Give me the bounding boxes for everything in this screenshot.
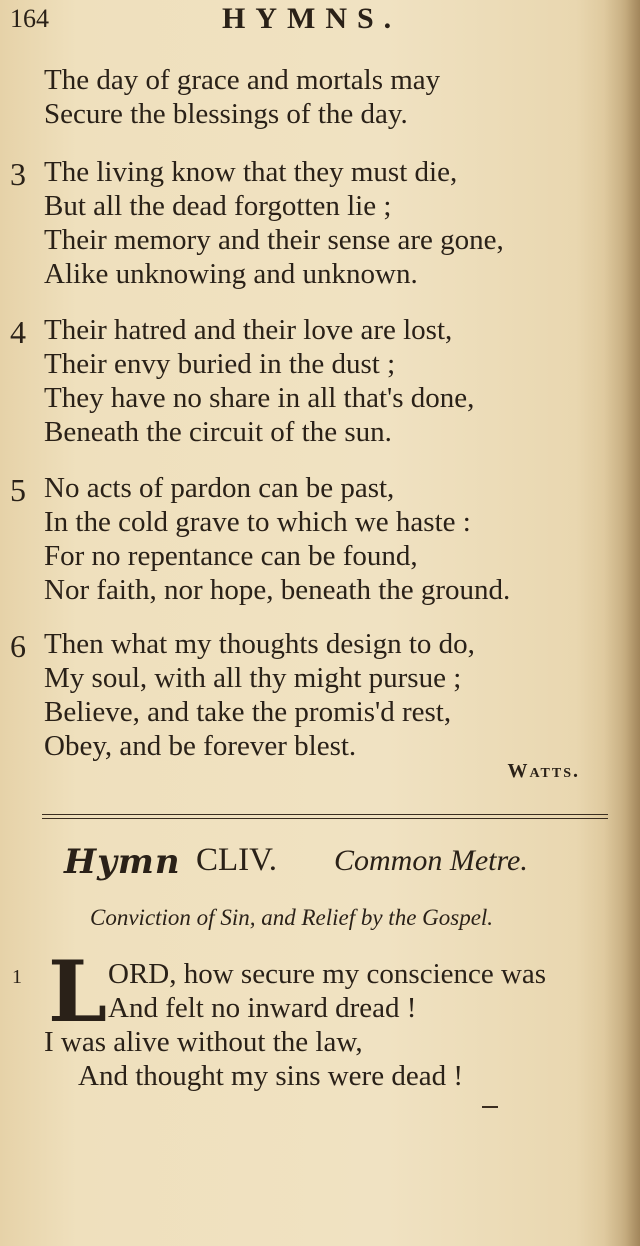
hymn-label: Hymn — [64, 842, 181, 882]
page-number: 164 — [10, 4, 49, 33]
verse-line: For no repentance can be found, — [44, 540, 418, 572]
verse-line: Then what my thoughts design to do, — [44, 628, 475, 660]
verse-line: Their envy buried in the dust ; — [44, 348, 396, 380]
verse-line: ORD, how secure my conscience was — [108, 958, 547, 990]
verse-line: And thought my sins were dead ! — [78, 1060, 463, 1092]
hymn-heading — [0, 842, 640, 882]
page-header — [0, 0, 640, 44]
verse-line: And felt no inward dread ! — [108, 992, 417, 1024]
hymn-metre: Common Metre. — [334, 844, 528, 877]
verse-line: Believe, and take the promis'd rest, — [44, 696, 452, 728]
verse-line: No acts of pardon can be past, — [44, 472, 395, 504]
verse-line: Beneath the circuit of the sun. — [44, 416, 392, 448]
verse-line: But all the dead forgotten lie ; — [44, 190, 392, 222]
hymn-number: CLIV. — [196, 842, 277, 878]
verse-number: 3 — [10, 156, 26, 192]
verse-line: The living know that they must die, — [44, 156, 458, 188]
author-attribution: Watts. — [507, 760, 580, 782]
verse-number: 5 — [10, 472, 26, 508]
drop-cap: L — [48, 942, 108, 1041]
running-title: HYMNS. — [222, 2, 402, 35]
verse-line: Their memory and their sense are gone, — [44, 224, 504, 256]
verse-line: In the cold grave to which we haste : — [44, 506, 471, 538]
hymn-subtitle: Conviction of Sin, and Relief by the Gospel. — [90, 905, 494, 930]
verse-line: Alike unknowing and unknown. — [44, 258, 418, 290]
page-gutter-shadow — [604, 0, 640, 1246]
verse-line: Obey, and be forever blest. — [44, 730, 357, 762]
verse-line: They have no share in all that's done, — [44, 382, 475, 414]
verse-number: 1 — [12, 966, 22, 988]
verse-line: Secure the blessings of the day. — [44, 98, 408, 130]
verse-line: The day of grace and mortals may — [44, 64, 441, 96]
verse-line: My soul, with all thy might pursue ; — [44, 662, 462, 694]
verse-line: I was alive without the law, — [44, 1026, 363, 1058]
printer-mark — [482, 1106, 498, 1108]
divider-rule — [42, 818, 608, 819]
divider-rule — [42, 814, 608, 815]
verse-line: Nor faith, nor hope, beneath the ground. — [44, 574, 511, 606]
verse-number: 6 — [10, 628, 26, 664]
verse-line: Their hatred and their love are lost, — [44, 314, 453, 346]
verse-number: 4 — [10, 314, 26, 350]
